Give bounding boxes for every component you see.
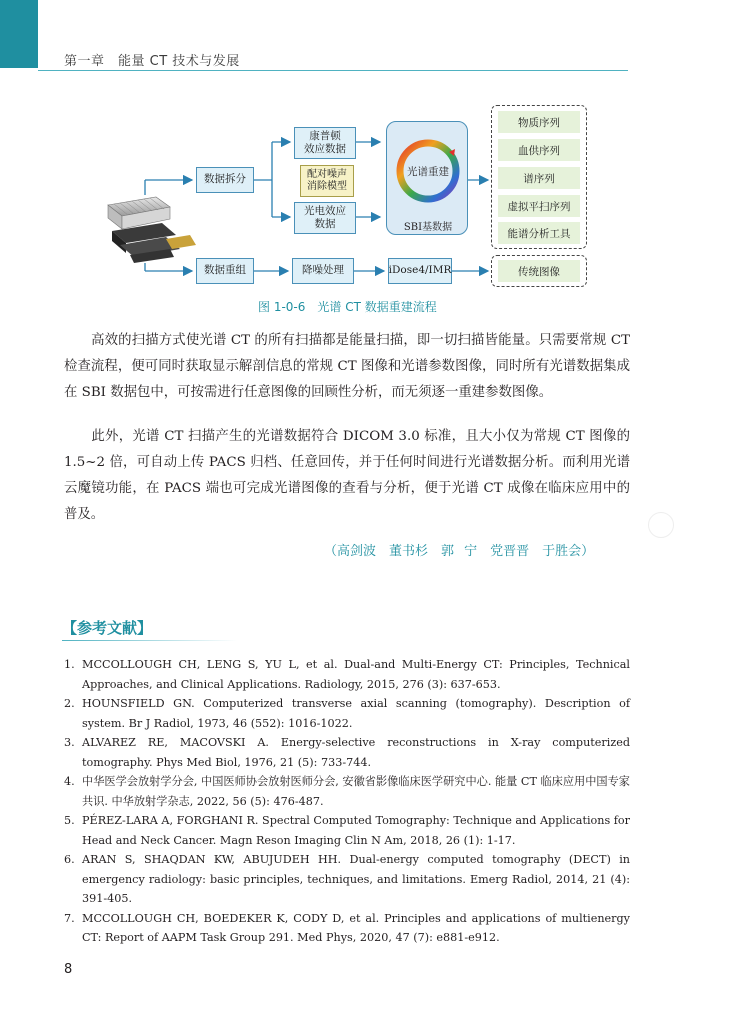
box-compton-data: 康普顿 效应数据	[294, 127, 356, 159]
flowchart-figure	[100, 95, 600, 295]
reference-item: 4. 中华医学会放射学分会, 中国医师协会放射医师分会, 安徽省影像临床医学研究中心. 能量 CT 临床应用中国专家共识. 中华放射学杂志, 2022, 56 (5): 476-487.	[64, 775, 630, 808]
figure-caption: 图 1-0-6 光谱 CT 数据重建流程	[258, 300, 437, 314]
reference-item: 1. MCCOLLOUGH CH, LENG S, YU L, et al. Dual-and Multi-Energy CT: Principles, Technical Approaches, and Clinical Applications. Radiology, 2015, 276 (3): 637-653.	[64, 658, 630, 691]
references-heading: 【参考文献】	[62, 619, 153, 637]
reference-item: 5. PÉREZ-LARA A, FORGHANI R. Spectral Computed Tomography: Technique and Applications for Head and Neck Cancer. Magn Reson Imaging Clin N Am, 2018, 26 (1): 1-17.	[64, 814, 630, 847]
output-material-series: 物质序列	[498, 111, 580, 133]
references-divider	[62, 640, 237, 641]
box-photoelectric-data: 光电效应 数据	[294, 202, 356, 234]
box-noise-model: 配对噪声 消除模型	[300, 165, 354, 197]
output-analysis-tools: 能谱分析工具	[498, 222, 580, 244]
watermark-seal	[648, 512, 674, 538]
detector-illustration	[108, 197, 196, 263]
output-traditional-image: 传统图像	[498, 260, 580, 282]
author-list: （高剑波 董书杉 郭 宁 党晋晋 于胜会）	[324, 544, 595, 559]
output-spectral-series: 谱序列	[498, 167, 580, 189]
header-divider	[38, 70, 628, 71]
reference-item: 7. MCCOLLOUGH CH, BOEDEKER K, CODY D, et al. Principles and applications of multienergy CT: Report of AAPM Task Group 291. Med Phys, 2020, 47 (7): e881-e912.	[64, 911, 630, 944]
references-list	[64, 655, 630, 948]
page-number: 8	[64, 962, 73, 977]
output-virtual-plain-series: 虚拟平扫序列	[498, 195, 580, 217]
reference-item: 3. ALVAREZ RE, MACOVSKI A. Energy-selective reconstructions in X-ray computerized tomography. Phys Med Biol, 1976, 21 (5): 733-744.	[64, 736, 630, 769]
spectral-recon-block	[386, 121, 468, 235]
reference-item: 2. HOUNSFIELD GN. Computerized transverse axial scanning (tomography). Description of system. Br J Radiol, 1973, 46 (552): 1016-1022.	[64, 697, 630, 730]
box-idose-imr: iDose4/IMR	[388, 258, 452, 284]
box-denoise: 降噪处理	[292, 258, 354, 284]
paragraph-2: 此外，光谱 CT 扫描产生的光谱数据符合 DICOM 3.0 标准，且大小仅为常规 CT 图像的 1.5~2 倍，可自动上传 PACS 归档、任意回传，并于任何时间进行光谱数据分析。而利用光谱云魔镜功能，在 PACS 端也可完成光谱图像的查看与分析，便于光谱 CT 成像在临床应用中的普及。	[64, 429, 630, 522]
reference-item: 6. ARAN S, SHAQDAN KW, ABUJUDEH HH. Dual-energy computed tomography (DECT) in emergency radiology: basic principles, techniques, and limitations. Emerg Radiol, 2014, 21 (4): 391-405.	[64, 853, 630, 905]
recon-label: 光谱重建	[407, 166, 449, 178]
chapter-corner-tab	[0, 0, 38, 68]
sbi-label: SBI基数据	[403, 222, 453, 233]
paragraph-1: 高效的扫描方式使光谱 CT 的所有扫描都是能量扫描，即一切扫描皆能量。只需要常规 CT 检查流程，便可同时获取显示解剖信息的常规 CT 图像和光谱参数图像，同时所有光谱数据集成在 SBI 数据包中，可按需进行任意图像的回顾性分析，而无须逐一重建参数图像。	[64, 333, 630, 400]
box-data-regroup: 数据重组	[196, 258, 254, 284]
chapter-header: 第一章 能量 CT 技术与发展	[64, 54, 240, 69]
output-blood-series: 血供序列	[498, 139, 580, 161]
box-data-split: 数据拆分	[196, 167, 254, 193]
